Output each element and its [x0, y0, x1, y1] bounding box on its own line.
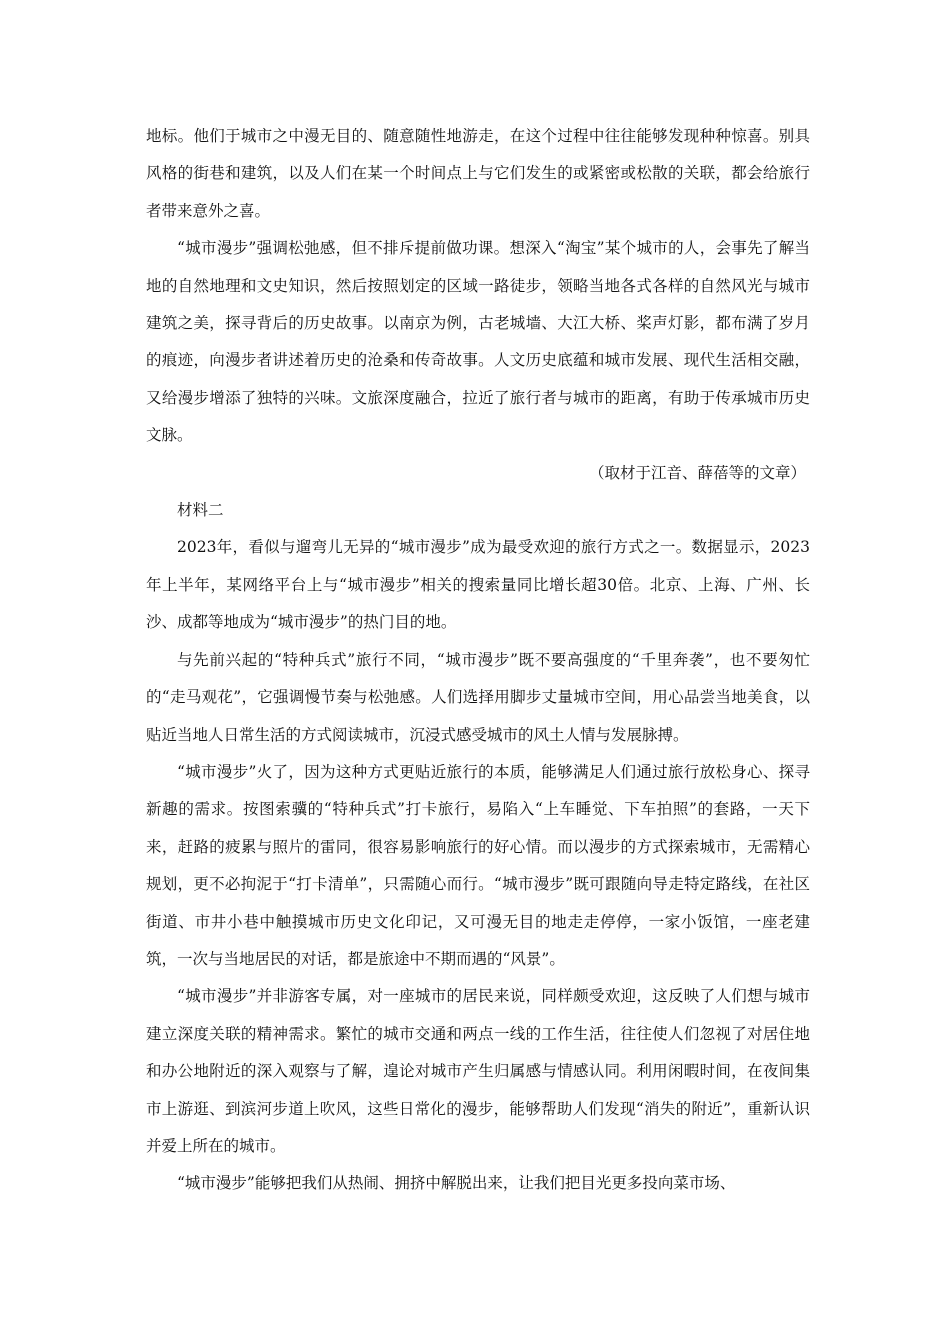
paragraph-2: “城市漫步”强调松弛感，但不排斥提前做功课。想深入“淘宝”某个城市的人，会事先了解当地的自然地理和文史知识，然后按照划定的区域一路徒步，领略当地各式各样的自然风光与城市建筑之美，探寻背后的历史故事。以南京为例，古老城墙、大江大桥、桨声灯影，都布满了岁月的痕迹，向漫步者讲述着历史的沧桑和传奇故事。人文历史底蕴和城市发展、现代生活相交融，又给漫步增添了独特的兴味。文旅深度融合，拉近了旅行者与城市的距离，有助于传承城市历史文脉。 — [146, 239, 810, 445]
source-citation: （取材于江音、薛蓓等的文章） — [588, 463, 806, 482]
document-page — [146, 118, 810, 1203]
section-paragraph-2: 与先前兴起的“特种兵式”旅行不同，“城市漫步”既不要高强度的“千里奔袭”，也不要匆忙的“走马观花”，它强调慢节奏与松弛感。人们选择用脚步丈量城市空间，用心品尝当地美食，以贴近当地人日常生活的方式阅读城市，沉浸式感受城市的风土人情与发展脉搏。 — [146, 650, 810, 744]
section-paragraph-1: 2023年，看似与遛弯儿无异的“城市漫步”成为最受欢迎的旅行方式之一。数据显示，2023年上半年，某网络平台上与“城市漫步”相关的搜索量同比增长超30倍。北京、上海、广州、长沙、成都等地成为“城市漫步”的热门目的地。 — [146, 538, 810, 632]
section-paragraph-4: “城市漫步”并非游客专属，对一座城市的居民来说，同样颇受欢迎，这反映了人们想与城市建立深度关联的精神需求。繁忙的城市交通和两点一线的工作生活，往往使人们忽视了对居住地和办公地附近的深入观察与了解，遑论对城市产生归属感与情感认同。利用闲暇时间，在夜间集市上游逛、到滨河步道上吹风，这些日常化的漫步，能够帮助人们发现“消失的附近”，重新认识并爱上所在的城市。 — [146, 987, 810, 1155]
section-paragraph-5: “城市漫步”能够把我们从热闹、拥挤中解脱出来，让我们把目光更多投向菜市场、 — [177, 1174, 736, 1193]
paragraph-1: 地标。他们于城市之中漫无目的、随意随性地游走，在这个过程中往往能够发现种种惊喜。别具风格的街巷和建筑，以及人们在某一个时间点上与它们发生的或紧密或松散的关联，都会给旅行者带来意外之喜。 — [146, 127, 810, 220]
section-title: 材料二 — [177, 501, 224, 520]
section-paragraph-3: “城市漫步”火了，因为这种方式更贴近旅行的本质，能够满足人们通过旅行放松身心、探寻新趣的需求。按图索骥的“特种兵式”打卡旅行，易陷入“上车睡觉、下车拍照”的套路，一天下来，赶路的疲累与照片的雷同，很容易影响旅行的好心情。而以漫步的方式探索城市，无需精心规划，更不必拘泥于“打卡清单”，只需随心而行。“城市漫步”既可跟随向导走特定路线，在社区街道、市井小巷中触摸城市历史文化印记，又可漫无目的地走走停停，一家小饭馆，一座老建筑，一次与当地居民的对话，都是旅途中不期而遇的“风景”。 — [146, 762, 810, 968]
